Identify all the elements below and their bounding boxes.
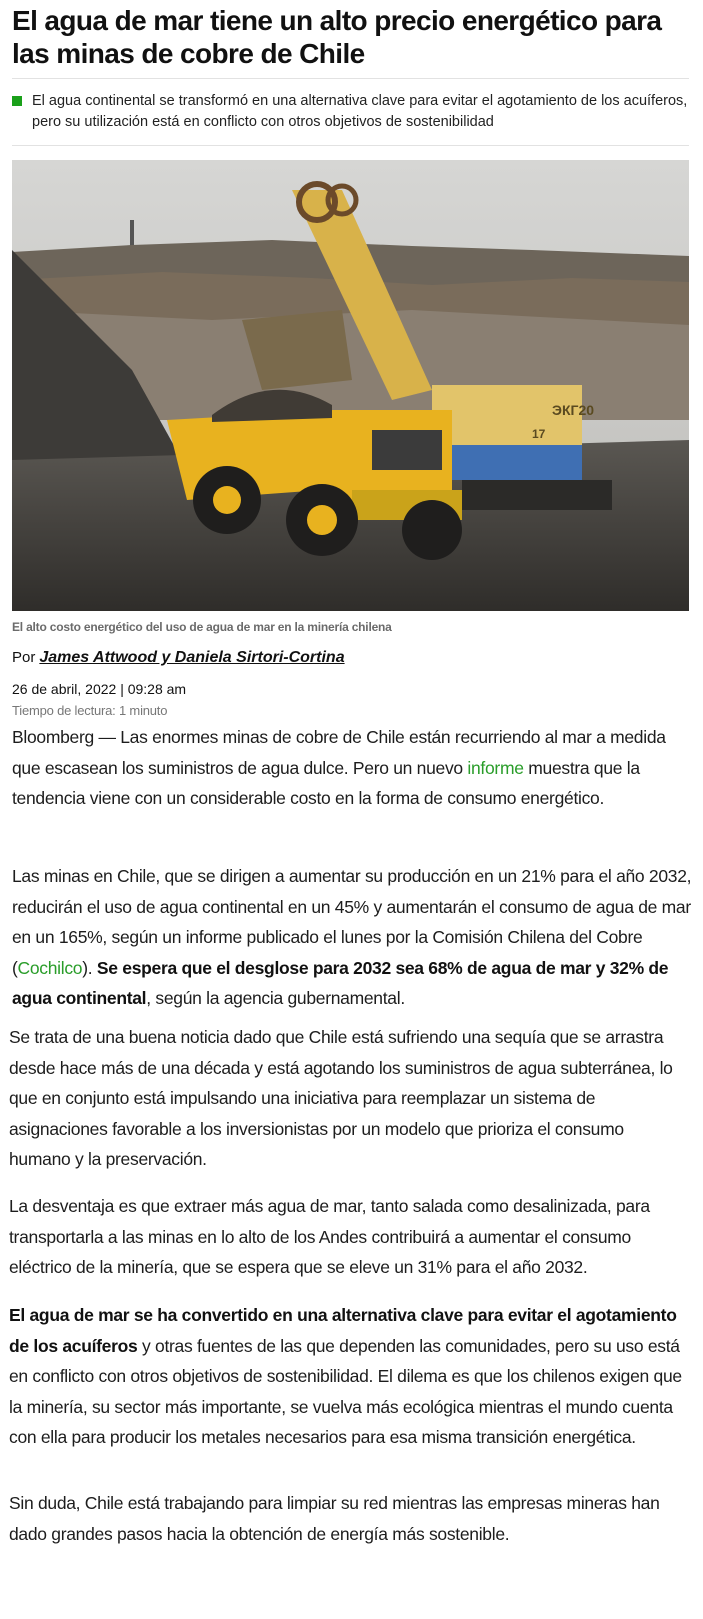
article-paragraph: Se trata de una buena noticia dado que Chile está sufriendo una sequía que se arrastra desde hace más de una década y está agotando los suministros de agua subterránea, lo que en conjunto está impulsando una iniciativa para reemplazar un sistema de asignaciones favorable a los inversionistas por un modelo que prioriza el consumo humano y la preservación. [9,1027,673,1169]
article-paragraph: La desventaja es que extraer más agua de mar, tanto salada como desalinizada, para transportarla a las minas en lo alto de los Andes contribuirá a aumentar el consumo eléctrico de la minería, que se espera que se eleve un 31% para el año 2032. [9,1196,650,1277]
paragraph-emphasis: El agua de mar se ha convertido en una alternativa clave para evitar el agotamiento de los acuíferos [9,1305,677,1356]
paragraph-text: , según la agencia gubernamental. [146,988,405,1008]
informe-link[interactable]: informe [467,757,524,778]
paragraph-emphasis: Se espera que el desglose para 2032 sea 68% de agua de mar y 32% de agua continental [12,957,669,1008]
byline-prefix: Por [12,649,36,666]
article-headline: El agua de mar tiene un alto precio energético para las minas de cobre de Chile [12,5,662,69]
article-summary [12,91,692,133]
mining-scene-illustration [12,160,689,611]
publish-date: 26 de abril, 2022 | 09:28 am [12,681,187,697]
paragraph-text: ). [82,957,97,978]
paragraph-text: y otras fuentes de las que dependen las comunidades, pero su uso está en conflicto con otros objetivos de sostenibilidad. El dilema es que los chilenos exigen que la minería, su sector más importante, se vuelva más ecológica mientras el mundo cuenta con ella para producir los metales necesarios para esa misma transición energética. [9,1335,682,1447]
article-paragraph [12,722,692,814]
green-square-bullet-icon [12,96,22,106]
excavator-model-text: ЭКГ20 [552,402,595,418]
author-link[interactable]: James Attwood y Daniela Sirtori-Cortina [39,649,345,666]
excavator-number-text: 17 [532,427,546,441]
article-paragraph [12,861,692,1014]
reading-time: Tiempo de lectura: 1 minuto [12,703,168,718]
summary-text: El agua continental se transformó en una alternativa clave para evitar el agotamiento de los acuíferos, pero su utilización está en conflicto con otros objetivos de sostenibilidad [32,93,688,130]
divider [12,145,689,146]
image-caption: El alto costo energético del uso de agua de mar en la minería chilena [12,620,392,634]
divider [12,78,689,79]
hero-image[interactable] [12,160,689,611]
article-paragraph: Sin duda, Chile está trabajando para limpiar su red mientras las empresas mineras han dado grandes pasos hacia la obtención de energía más sostenible. [9,1493,660,1544]
byline [12,649,345,667]
article-paragraph [9,1300,689,1453]
paragraph-text: Bloomberg — Las enormes minas de cobre de Chile están recurriendo al mar a medida que escasean los suministros de agua dulce. Pero un nuevo [12,727,666,778]
cochilco-link[interactable]: Cochilco [17,957,83,978]
paragraph-text: Las minas en Chile, que se dirigen a aumentar su producción en un 21% para el año 2032, reducirán el uso de agua continental en un 45% y aumentarán el consumo de agua de mar en un 165%, según un informe publicado el lunes por la Comisión Chilena del Cobre ( [12,866,692,978]
paragraph-text: muestra que la tendencia viene con un considerable costo en la forma de consumo energético. [12,757,640,808]
